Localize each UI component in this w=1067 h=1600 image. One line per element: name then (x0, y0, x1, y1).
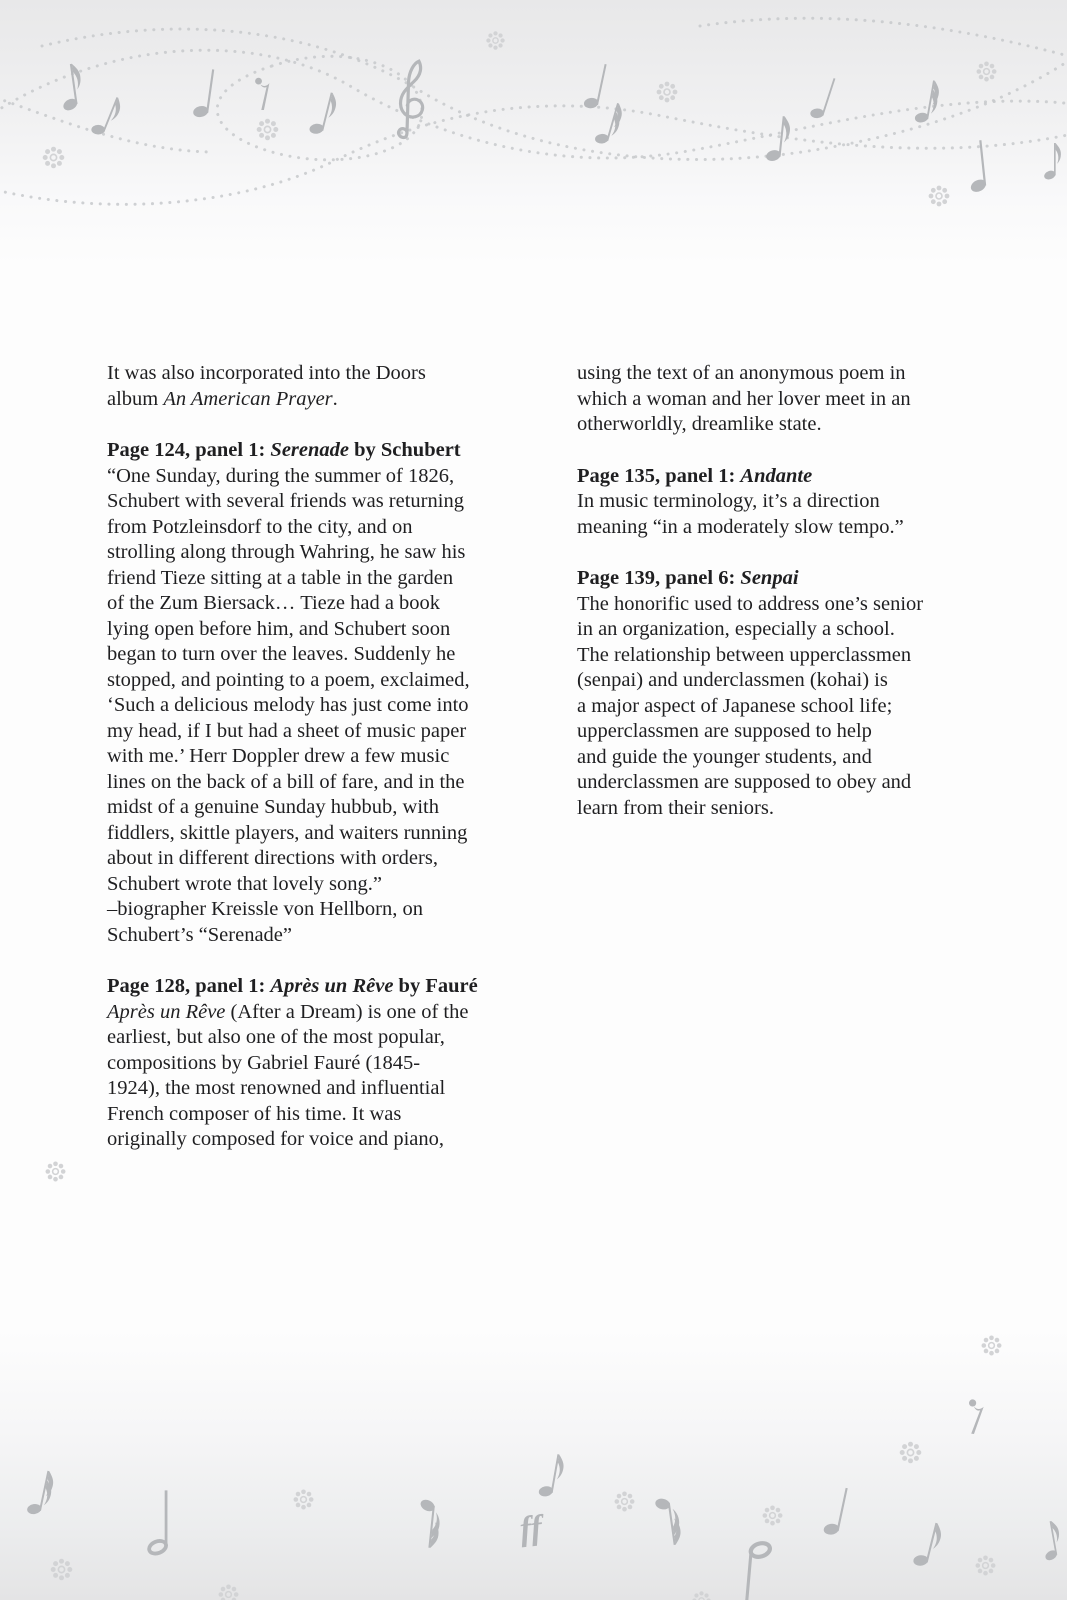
note-paragraph: Après un Rêve (After a Dream) is one of the earliest, but also one of the most popular, compositions by Gabriel Fauré (1845- 1924), the most renowned and influential French composer of his time. It was originally composed for voice and piano, (107, 1000, 469, 1150)
flower-icon (612, 1489, 637, 1514)
flower-icon (291, 1487, 316, 1512)
note-heading: Page 124, panel 1: Serenade by Schubert (107, 439, 461, 461)
flower-icon (897, 1439, 924, 1466)
sixteenth-note-icon (415, 1499, 444, 1553)
note-paragraph: “One Sunday, during the summer of 1826, Schubert with several friends was returning from Potzleinsdorf to the city, and on strolling along through Wahring, he saw his friend Tieze sitting at a table in the garden of the Zum Biersack… Tieze had a book lying open before him, and Schubert soon began to turn over the leaves. Suddenly he stopped, and pointing to a poem, exclaimed, ‘Such a delicious melody has just come into my head, if I but had a sheet of music paper with me.’ Herr Doppler drew a few music lines on the back of a bill of fare, and in the midst of a genuine Sunday hubbub, with fiddlers, skittle players, and waiters running about in different directions with orders, Schubert wrote that lovely song.” –biographer Kreissle von Hellborn, on Schubert’s “Serenade” (107, 464, 470, 946)
flower-icon (973, 1553, 998, 1578)
dotted-swirl-lines (0, 0, 1067, 240)
flower-icon (690, 1589, 713, 1600)
notes-column-right (577, 361, 1017, 821)
fortissimo-label: ff (518, 1508, 544, 1549)
quarter-note-icon (823, 1481, 852, 1538)
note-paragraph: In music terminology, it’s a direction meaning “in a moderately slow tempo.” (577, 490, 904, 538)
flower-icon (760, 1503, 785, 1528)
flower-icon (216, 1582, 241, 1600)
flower-icon (48, 1556, 75, 1583)
half-down-note-icon (739, 1539, 774, 1600)
eighth-note-icon (912, 1514, 948, 1570)
half-up-note-icon (147, 1486, 172, 1556)
eighth-note-icon (538, 1446, 569, 1499)
flower-icon (979, 1333, 1004, 1358)
note-paragraph: The honorific used to address one’s senior in an organization, especially a school. The relationship between upperclassmen (senpai) and underclassmen (kohai) is a major aspect of Japanese school life; upperclassmen are supposed to help and guide the younger students, and underclassmen are supposed to obey and learn from their seniors. (577, 592, 924, 819)
note-paragraph: It was also incorporated into the Doors album An American Prayer. (107, 362, 426, 410)
sixteenth-note-icon (26, 1464, 59, 1518)
notes-column-left (107, 361, 547, 1153)
note-paragraph: using the text of an anonymous poem in which a woman and her lover meet in an otherworldly, dreamlike state. (577, 362, 911, 435)
note-heading: Page 128, panel 1: Après un Rêve by Fauré (107, 975, 478, 997)
eighth-rest-icon (963, 1395, 986, 1437)
note-heading: Page 135, panel 1: Andante (577, 464, 813, 487)
sixteenth-note-icon (654, 1496, 685, 1552)
flower-icon (43, 1159, 68, 1184)
note-heading: Page 139, panel 6: Senpai (577, 567, 799, 589)
eighth-note-icon (1038, 1515, 1065, 1562)
